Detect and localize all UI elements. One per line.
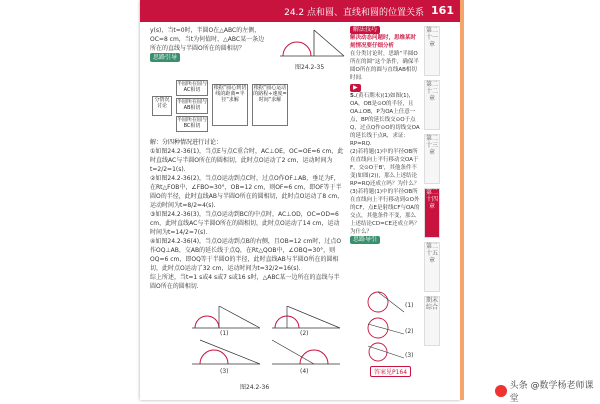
semicircle-shape [195,316,219,328]
triangle-side-line [219,306,260,328]
chapter-tab[interactable]: 第二十二章 [424,80,440,130]
right-column [350,26,420,244]
figure-label: (3) [220,368,229,375]
solution-block [150,138,345,291]
diagram-node: 半圆所在圆与BC相切 [176,116,208,132]
solution-heading: 解：分四种情况进行讨论： [150,139,223,146]
edge-strip [460,0,464,400]
circle-shape [369,343,387,361]
thinking-tag: 思路引导 [150,53,180,62]
chapter-tab-active[interactable]: 第二十四章 [424,188,440,238]
diagram-node: 根据“圆心运动的路程÷速度=时间”求解 [252,84,288,126]
chapter-tab[interactable]: 第二十一章 [424,26,440,76]
figure-2 [272,306,340,328]
chapter-tabs [424,26,440,356]
circle-shape [368,318,388,338]
diagram-node: 半圆所在圆与AB相切 [176,98,208,114]
circle-shape [368,292,388,312]
figure-label: (2) [300,330,309,337]
triangle-side-line [314,30,344,56]
problem-intro: y(s)，当t=0时，半圆O在△ABC的左侧，OC=8 cm，当t为何值时，△ABC某一条边所在的直线与半圆O所在的圆相切？ [150,27,265,52]
watermark-text: 头条 @数学杨老师课堂 [509,381,594,404]
figure-3 [192,340,260,364]
figure-label: (1) [405,302,414,309]
figure-label: (3) [405,352,414,359]
question-body: (黄石期末)(1)如图(1)，OA，OB是⊙O的半径，且OA⊥OB，P为OA上任意一点，BP的延长线交⊙O于点Q，过点Q作⊙O的切线交OA的延长线于点R，求证：RP=RQ. [350,93,420,147]
diagram-node: 根据“圆心到切线的距离=半径”求解 [212,84,248,126]
chapter-tab[interactable]: 第二十三章 [424,134,440,184]
triangle-side-line [287,306,340,328]
figure-label: (1) [220,330,229,337]
semicircle-shape [300,350,328,364]
case-3: ③如图24.2-36(3)，当点O运动到BC的中点时，AC⊥OD，OC=OD=6 cm，此时直线AC与半圆O所在的圆相切，此时点O运动了14 cm，运动时间为t=14/2=7(s). [150,211,340,236]
toutiao-logo-icon [495,385,507,397]
chapter-tab[interactable]: 第二十五章 [424,242,440,292]
page-number: 161 [431,4,454,17]
page-header [140,0,460,22]
case-2: ②如图24.2-36(2)，当点O运动到点C时，过点O作OF⊥AB，垂足为F，在Rt△FOB中，∠FBO=30°，OB=12 cm，则OF=6 cm，即OF等于半圆O的半径，此时直线AB与半圆O所在的圆相切，此时点O运动了8 cm，运动时间为t=8/2=4(s). [150,175,344,209]
case-4: ④如图24.2-36(4)，当点O运动到点B的右侧，且OB=12 cm时，过点O作OQ⊥AB，交AB的延长线于点Q，在Rt△QOB中，∠OBQ=30°，则OQ=6 cm，即OQ等于半圆O的半径，此时直线AB与半圆O所在的圆相切，此时点O运动了32 cm，运动时间为t=32/2=16(s). [150,238,342,272]
semicircle-shape [283,42,311,56]
hint-tag: 思路导引 [350,236,380,244]
question-number: 5. [350,93,356,99]
figure-24-2-35 [278,26,348,62]
exercise-tag: ▶ [350,84,361,92]
diagram-node: 半圆所在圆与AC相切 [176,80,208,96]
figure-label: (4) [300,368,309,375]
method-body: 在分类讨论时，思路“半圆O所在的圆”这个条件，确保半圆O所在的圆与直线AB相切时间. [350,51,419,81]
tangent-line [368,324,404,334]
method-tag: 解法技巧 [350,26,380,34]
header-title: 24.2 点和圆、直线和圆的位置关系 [284,8,424,18]
diagram-node: 分情况讨论 [152,96,172,116]
figure-24-2-36 [190,306,345,376]
triangle-side-line [200,340,260,364]
question-5 [350,92,420,148]
case-1: ①如图24.2-36(1)，当点E与点C重合时，AC⊥OE，OC=OE=6 cm，此时直线AC与半圆O所在的圆相切，此时点O运动了2 cm，运动时间为t=2/2=1(s). [150,148,344,173]
question-part-3: (3)若将题(1)中的半径OB所在直线向上平行移动到⊙O外的CF，点E是射线CF与OA的交点，其他条件不变，那么上述结论CD=CE还成立吗？为什么？ [350,189,420,235]
watermark [495,378,600,404]
chapter-tab[interactable]: 期末综合 [424,296,440,346]
figure-24-2-35-caption: 图24.2-35 [295,64,325,71]
question-part-2: (2)若将题(1)中的半径OB所在直线向上平行移动交OA于F，交⊙O于B'，其他条件不变(如图(2))，那么上述结论RP=RQ还成立吗？为什么？ [350,149,420,187]
figure-4 [272,340,340,364]
figure-caption: 图24.2-36 [240,384,270,391]
see-answer-badge: 答案见P164 [370,366,411,377]
tangent-line [378,292,404,312]
semicircle-shape [200,350,228,364]
figure-1 [192,306,260,328]
method-title: 解决动态问题时，思维某时刻情况要仔细分析 [350,35,417,49]
figure-label: (2) [405,328,414,335]
conclusion: 综上所述，当t=1 s或4 s或7 s或16 s时，△ABC某一边所在的直线与半圆O所在的圆相切. [150,274,340,290]
